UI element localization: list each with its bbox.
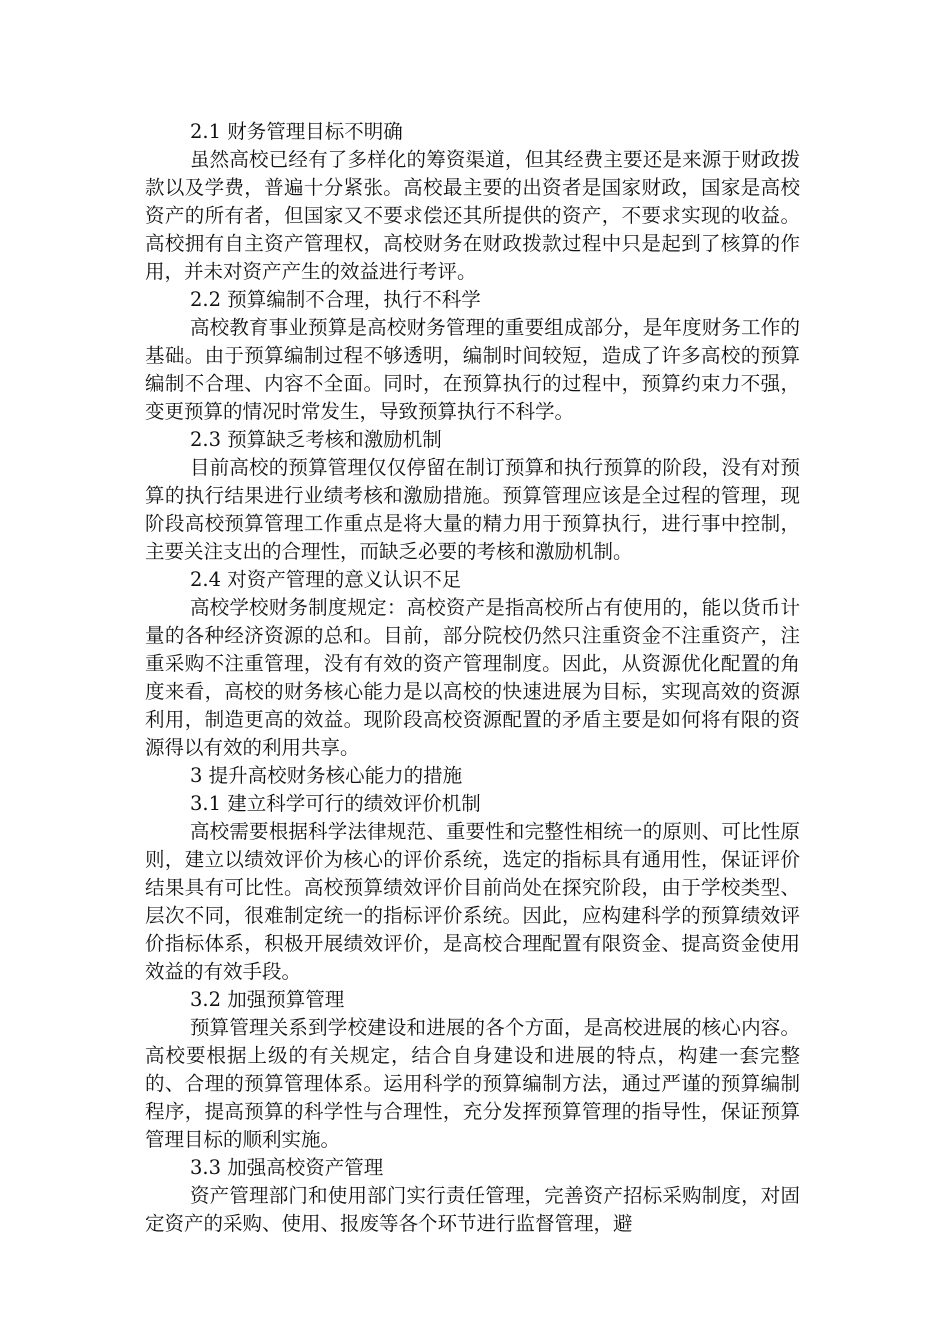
section-heading-3-1: 3.1 建立科学可行的绩效评价机制: [190, 792, 481, 815]
paragraph: 预算管理关系到学校建设和进展的各个方面，是高校进展的核心内容。高校要根据上级的有关规定，结合自身建设和进展的特点，构建一套完整的、合理的预算管理体系。运用科学的预算编制方法，通过严谨的预算编制程序，提高预算的科学性与合理性，充分发挥预算管理的指导性，保证预算管理目标的顺利实施。: [145, 1016, 800, 1151]
document-body: [145, 118, 800, 1238]
section-heading-3-2: 3.2 加强预算管理: [190, 988, 345, 1011]
section-heading-2-2: 2.2 预算编制不合理，执行不科学: [190, 288, 481, 311]
section-heading-2-4: 2.4 对资产管理的意义认识不足: [190, 568, 462, 591]
paragraph: 高校学校财务制度规定：高校资产是指高校所占有使用的，能以货币计量的各种经济资源的总和。目前，部分院校仍然只注重资金不注重资产，注重采购不注重管理，没有有效的资产管理制度。因此，从资源优化配置的角度来看，高校的财务核心能力是以高校的快速进展为目标，实现高效的资源利用，制造更高的效益。现阶段高校资源配置的矛盾主要是如何将有限的资源得以有效的利用共享。: [145, 596, 800, 759]
paragraph: 高校教育事业预算是高校财务管理的重要组成部分，是年度财务工作的基础。由于预算编制过程不够透明，编制时间较短，造成了许多高校的预算编制不合理、内容不全面。同时，在预算执行的过程中，预算约束力不强，变更预算的情况时常发生，导致预算执行不科学。: [145, 316, 800, 423]
section-heading-3-3: 3.3 加强高校资产管理: [190, 1156, 384, 1179]
section-heading-2-1: 2.1 财务管理目标不明确: [190, 120, 403, 143]
paragraph: 目前高校的预算管理仅仅停留在制订预算和执行预算的阶段，没有对预算的执行结果进行业绩考核和激励措施。预算管理应该是全过程的管理，现阶段高校预算管理工作重点是将大量的精力用于预算执行，进行事中控制，主要关注支出的合理性，而缺乏必要的考核和激励机制。: [145, 456, 800, 563]
paragraph: 高校需要根据科学法律规范、重要性和完整性相统一的原则、可比性原则，建立以绩效评价为核心的评价系统，选定的指标具有通用性，保证评价结果具有可比性。高校预算绩效评价目前尚处在探究阶段，由于学校类型、层次不同，很难制定统一的指标评价系统。因此，应构建科学的预算绩效评价指标体系，积极开展绩效评价，是高校合理配置有限资金、提高资金使用效益的有效手段。: [145, 820, 800, 983]
paragraph: 虽然高校已经有了多样化的筹资渠道，但其经费主要还是来源于财政拨款以及学费，普遍十分紧张。高校最主要的出资者是国家财政，国家是高校资产的所有者，但国家又不要求偿还其所提供的资产，不要求实现的收益。高校拥有自主资产管理权，高校财务在财政拨款过程中只是起到了核算的作用，并未对资产产生的效益进行考评。: [145, 148, 800, 283]
section-heading-2-3: 2.3 预算缺乏考核和激励机制: [190, 428, 442, 451]
section-heading-3: 3 提升高校财务核心能力的措施: [190, 764, 463, 787]
paragraph: 资产管理部门和使用部门实行责任管理，完善资产招标采购制度，对固定资产的采购、使用、报废等各个环节进行监督管理，避: [145, 1184, 800, 1235]
